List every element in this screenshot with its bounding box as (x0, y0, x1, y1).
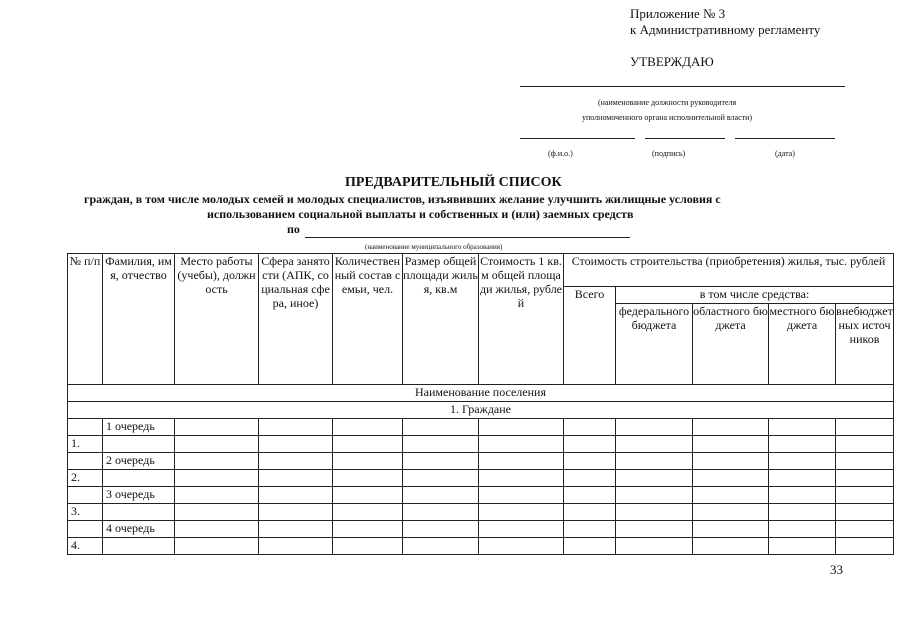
signature-caption: (подпись) (652, 149, 686, 158)
header-local: местного бюджета (769, 304, 836, 385)
document-subtitle-line-2: использованием социальной выплаты и собственных и (или) заемных средств (207, 207, 634, 221)
document-subtitle-line-1: граждан, в том числе молодых семей и молодых специалистов, изъявивших желание улучшить жилищные условия с (84, 192, 721, 206)
appendix-line-1: Приложение № 3 (630, 6, 726, 21)
header-family: Количественный состав семьи, чел. (333, 254, 403, 385)
header-sphere: Сфера занятости (АПК, социальная сфера, иное) (259, 254, 333, 385)
approve-label: УТВЕРЖДАЮ (630, 54, 714, 69)
header-incl: в том числе средства: (616, 287, 894, 304)
section-row: 1. Граждане (68, 402, 894, 419)
row-number: 3. (68, 504, 103, 521)
position-caption-1: (наименование должности руководителя (598, 98, 737, 107)
municipality-line (305, 237, 630, 238)
header-build-cost: Стоимость строительства (приобретения) жилья, тыс. рублей (564, 254, 894, 287)
document-title: ПРЕДВАРИТЕЛЬНЫЙ СПИСОК (345, 175, 562, 190)
page-number: 33 (830, 562, 843, 577)
appendix-line-2: к Административному регламенту (630, 22, 821, 37)
fio-caption: (ф.и.о.) (548, 149, 573, 158)
header-name: Фамилия, имя, отчество (103, 254, 175, 385)
empty-cell (68, 419, 103, 436)
signature-line (645, 138, 725, 139)
empty-cell (68, 487, 103, 504)
header-federal: федерального бюджета (616, 304, 693, 385)
row-number: 2. (68, 470, 103, 487)
fio-line (520, 138, 635, 139)
queue-label: 4 очередь (103, 521, 175, 538)
empty-cell (68, 521, 103, 538)
position-signature-line (520, 86, 845, 87)
header-num: № п/п (68, 254, 103, 385)
queue-label: 3 очередь (103, 487, 175, 504)
position-caption-2: уполномоченного органа исполнительной власти) (582, 113, 753, 122)
queue-label: 1 очередь (103, 419, 175, 436)
header-work: Место работы (учебы), должность (175, 254, 259, 385)
date-caption: (дата) (775, 149, 795, 158)
header-regional: областного бюджета (693, 304, 769, 385)
date-line (735, 138, 835, 139)
header-cost-sqm: Стоимость 1 кв.м общей площади жилья, рублей (479, 254, 564, 385)
header-area: Размер общей площади жилья, кв.м (403, 254, 479, 385)
header-total: Всего (564, 287, 616, 385)
settlement-row: Наименование поселения (68, 385, 894, 402)
queue-label: 2 очередь (103, 453, 175, 470)
row-number: 1. (68, 436, 103, 453)
header-extra: внебюджетных источников (836, 304, 894, 385)
empty-cell (68, 453, 103, 470)
preliminary-list-table (67, 253, 894, 555)
po-label: по (287, 222, 300, 236)
row-number: 4. (68, 538, 103, 555)
municipality-caption: (наименование муниципального образования) (365, 243, 503, 251)
